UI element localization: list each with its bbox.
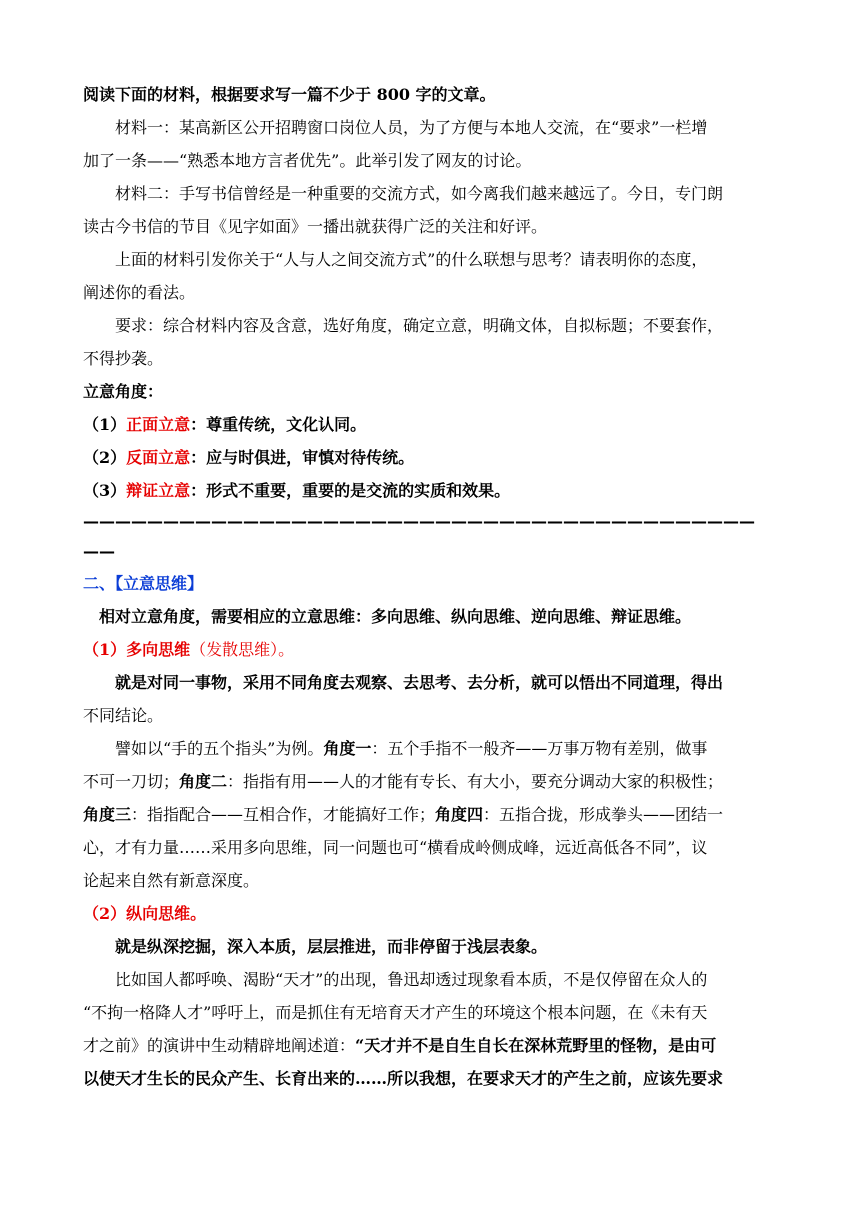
divider-line-1: —————————————————————————————————————————— [83, 512, 755, 531]
multi-direction-note: （发散思维）。 [190, 640, 295, 659]
prompt-line-2: 阐述你的看法。 [83, 283, 196, 302]
angle-label: 正面立意 [126, 415, 191, 434]
angle-item [83, 474, 783, 507]
angle-number: （2） [83, 448, 127, 467]
finger-example-line-3: 角度三：指指配合——互相合作，才能搞好工作；角度四：五指合拢，形成拳头——团结一 [83, 805, 724, 824]
section-two-intro: 相对立意角度，需要相应的立意思维：多向思维、纵向思维、逆向思维、辩证思维。 [99, 607, 692, 626]
multi-direction-def-1: 就是对同一事物，采用不同角度去观察、去思考、去分析，就可以悟出不同道理，得出 [115, 673, 724, 692]
genius-paragraph-line-3: 才之前》的演讲中生动精辟地阐述道：“天才并不是自生自长在深林荒野里的怪物，是由可 [83, 1036, 717, 1055]
angle-number: （1） [83, 415, 127, 434]
angle-four-label: 角度四 [435, 805, 484, 824]
multi-direction-title: （1）多向思维 [83, 640, 191, 659]
finger-example-line-1: 譬如以“手的五个指头”为例。角度一：五个手指不一般齐——万事万物有差别，做事 [115, 739, 708, 758]
quote-bold: “天才并不是自生自长在深林荒野里的怪物，是由可 [355, 1036, 717, 1055]
angle-number: （3） [83, 481, 127, 500]
genius-paragraph-line-2: “不拘一格降人才”呼吁上，而是抓住有无培育天才产生的环境这个根本问题，在《未有天 [83, 1003, 708, 1022]
angle-one-label: 角度一 [323, 739, 372, 758]
multi-direction-def-2: 不同结论。 [83, 706, 164, 725]
angle-item [83, 441, 783, 474]
angle-two-label: 角度二 [179, 772, 228, 791]
requirement-line-2: 不得抄袭。 [83, 349, 164, 368]
genius-paragraph-line-4: 以使天才生长的民众产生、长育出来的……所以我想，在要求天才的产生之前，应该先要求 [83, 1069, 724, 1088]
genius-paragraph-line-1: 比如国人都呼唤、渴盼“天才”的出现，鲁迅却透过现象看本质，不是仅停留在众人的 [115, 970, 708, 989]
angle-label: 反面立意 [126, 448, 191, 467]
angle-title: 立意角度： [83, 382, 164, 401]
angle-text: ：应与时俱进，审慎对待传统。 [190, 448, 415, 467]
section-two-heading: 二、【立意思维】 [83, 574, 204, 593]
prompt-line-1: 上面的材料引发你关于“人与人之间交流方式”的什么联想与思考？请表明你的态度， [115, 250, 708, 269]
divider-line-2: —— [83, 542, 115, 561]
material-two-line-1: 材料二：手写书信曾经是一种重要的交流方式，如今离我们越来越远了。今日，专门朗 [115, 184, 724, 203]
angle-text: ：形式不重要，重要的是交流的实质和效果。 [190, 481, 511, 500]
requirement-line-1: 要求：综合材料内容及含意，选好角度，确定立意，明确文体，自拟标题；不要套作， [115, 316, 724, 335]
angle-text: ：尊重传统，文化认同。 [190, 415, 367, 434]
vertical-thinking-heading: （2）纵向思维。 [83, 904, 207, 923]
material-two-line-2: 读古今书信的节目《见字如面》一播出就获得广泛的关注和好评。 [83, 217, 548, 236]
angle-item [83, 408, 783, 441]
angle-label: 辩证立意 [126, 481, 191, 500]
finger-example-line-4: 心，才有力量……采用多向思维，同一问题也可“横看成岭侧成峰，远近高低各不同”，议 [83, 838, 708, 857]
material-one-line-1: 材料一：某高新区公开招聘窗口岗位人员，为了方便与本地人交流，在“要求”一栏增 [115, 118, 708, 137]
document-body [83, 78, 783, 1095]
angle-three-label: 角度三 [83, 805, 132, 824]
vertical-thinking-def: 就是纵深挖掘，深入本质，层层推进，而非停留于浅层表象。 [115, 937, 548, 956]
multi-direction-heading [83, 633, 783, 666]
finger-example-line-5: 论起来自然有新意深度。 [83, 871, 260, 890]
material-one-line-2: 加了一条——“熟悉本地方言者优先”。此举引发了网友的讨论。 [83, 151, 532, 170]
intro-line: 阅读下面的材料，根据要求写一篇不少于 800 字的文章。 [83, 85, 496, 104]
finger-example-line-2: 不可一刀切；角度二：指指有用——人的才能有专长、有大小，要充分调动大家的积极性； [83, 772, 724, 791]
